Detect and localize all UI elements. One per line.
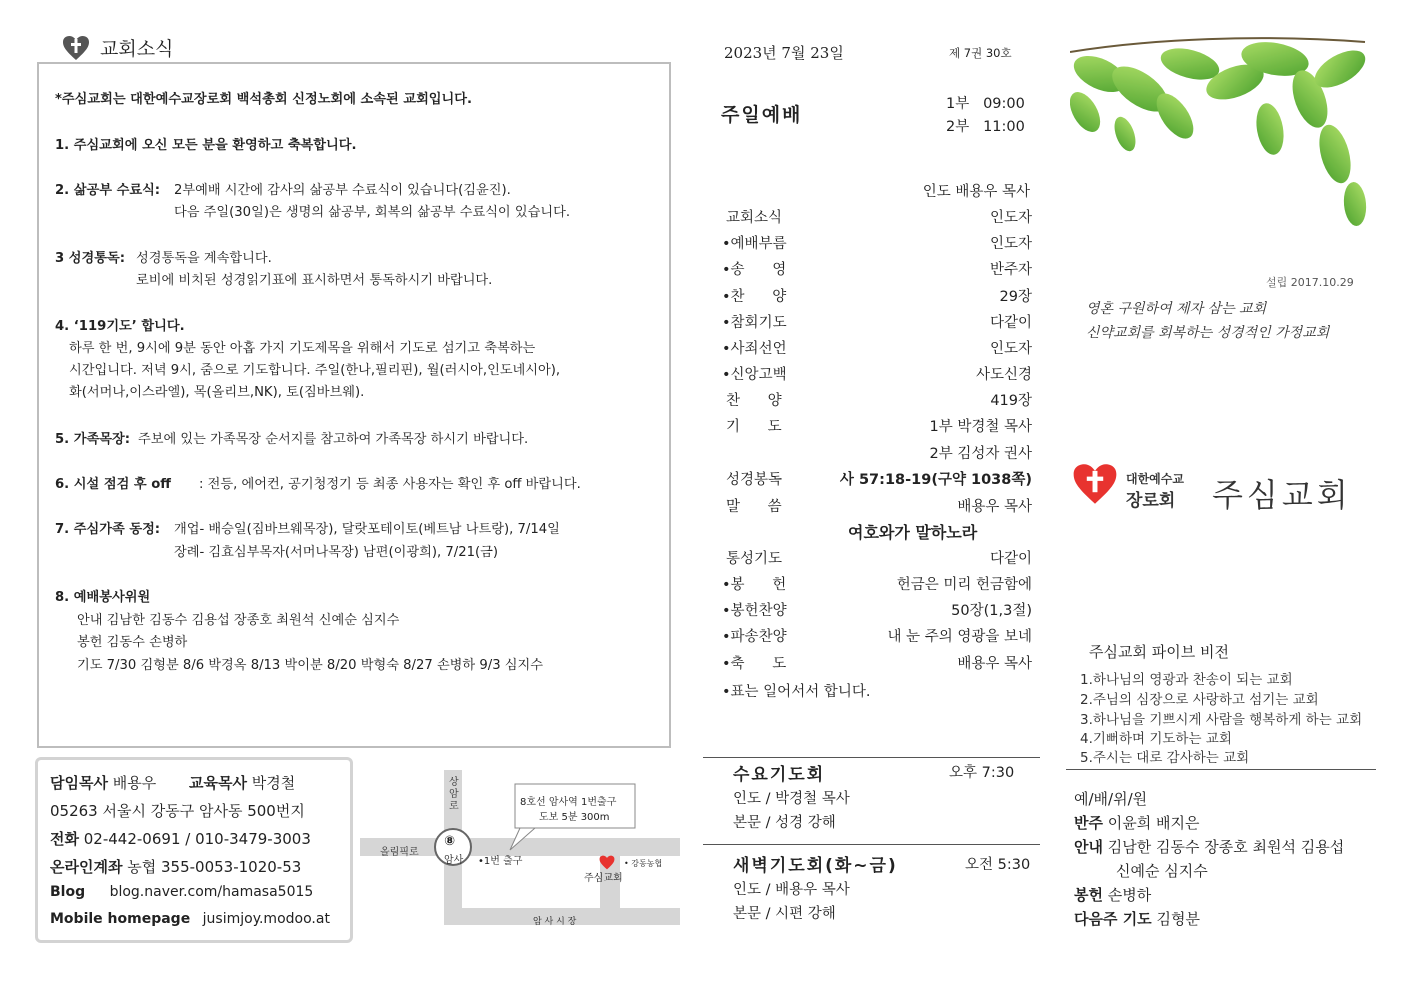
news-box (37, 62, 671, 748)
wednesday-text: 본문 / 성경 강해 (733, 815, 836, 831)
order-row: 2부 김성자 권사 (929, 446, 1032, 462)
news-item-label: 8. 예배봉사위원 (55, 590, 151, 605)
logo-presbyterian: 장로회 (1126, 491, 1176, 511)
vision-item: 3.하나님을 기쁘시게 사람을 행복하게 하는 교회 (1080, 712, 1363, 728)
news-item-text: : 전등, 에어컨, 공기청정기 등 최종 사용자는 확인 후 off 바랍니다. (199, 477, 581, 492)
news-item-text: 장례- 김효심부목자(서머나목장) 남편(이광희), 7/21(금) (174, 545, 499, 560)
map-road-v-label: 상암로 (449, 777, 459, 812)
blog-line (50, 884, 313, 900)
news-item-text: 안내 김남한 김동수 김용섭 장종호 최원석 신예순 심지수 (77, 613, 400, 628)
account-label: 온라인계좌 (50, 858, 123, 876)
order-row: •축 도 배용우 목사 (722, 656, 1032, 672)
contact-box (35, 757, 353, 943)
sermon-row (722, 495, 1032, 519)
usher-names: 김남한 김동수 장종호 최원석 김용섭 (1107, 838, 1345, 856)
order-row: 통성기도 다같이 (726, 551, 1032, 567)
map-exit: •1번 출구 (478, 856, 523, 867)
news-item-label: 3 성경통독: (55, 251, 125, 266)
blog-link[interactable]: blog.naver.com/hamasa5015 (109, 884, 314, 900)
news-item-label: 4. ‘119기도’ 합니다. (55, 319, 185, 334)
worship-leader: 인도 배용우 목사 (922, 184, 1030, 200)
divider (703, 844, 1040, 845)
edu-pastor-name: 박경철 (251, 774, 296, 792)
accompanist-line (1074, 812, 1199, 833)
order-row: •찬 양 29장 (722, 289, 1032, 305)
order-row: •봉 헌 헌금은 미리 헌금함에 (722, 577, 1032, 593)
phone-number: 02-442-0691 / 010-3479-3003 (83, 830, 311, 848)
leaves-image (1070, 34, 1370, 234)
service-time-2: 2부 11:00 (946, 119, 1025, 135)
offering-label: 봉헌 (1074, 886, 1103, 904)
divider (703, 757, 1040, 758)
news-header (62, 34, 173, 61)
map-church: 주심교회 (584, 873, 623, 884)
pastor-label: 담임목사 (50, 774, 108, 792)
logo-denomination: 대한예수교 (1126, 472, 1184, 486)
account-number: 농협 355-0053-1020-53 (127, 858, 302, 876)
next-prayer-label: 다음주 기도 (1074, 910, 1152, 928)
map-market: 암 사 시 장 (533, 917, 577, 927)
reading-row (722, 468, 1032, 492)
blog-label: Blog (50, 884, 86, 900)
news-item-text: 주보에 있는 가족목장 순서지를 참고하여 가족목장 하시기 바랍니다. (138, 432, 529, 447)
church-map-icon (599, 855, 615, 870)
pastor-name: 배용우 (112, 774, 157, 792)
church-motto-2: 신약교회를 회복하는 성경적인 가정교회 (1086, 325, 1330, 341)
news-item-text: 봉헌 김동수 손병하 (77, 635, 188, 650)
dawn-leader: 인도 / 배용우 목사 (733, 882, 850, 898)
news-item-text: 성경통독을 계속합니다. (136, 251, 272, 266)
order-row: •참회기도 다같이 (722, 315, 1032, 331)
news-item-label: 6. 시설 점검 후 off (55, 477, 171, 492)
vision-title: 주심교회 파이브 비전 (1089, 643, 1229, 661)
map-callout-line1: 8호선 암사역 1번출구 (520, 797, 617, 808)
offering-line (1074, 884, 1151, 905)
heart-cross-logo-icon (1072, 462, 1118, 506)
news-item-text: 개업- 배승일(짐바브웨목장), 달랏포테이토(베트남 나트랑), 7/14일 (174, 522, 560, 537)
sermon-label: 말 씀 (726, 499, 782, 515)
usher-names-2: 신예순 심지수 (1116, 862, 1208, 880)
offering-names: 손병하 (1107, 886, 1152, 904)
news-item-text: 다음 주일(30일)은 생명의 삶공부, 회복의 삶공부 수료식이 있습니다. (174, 205, 571, 220)
sermon-title: 여호와가 말하노라 (848, 523, 978, 542)
wednesday-title: 수요기도회 (733, 765, 826, 785)
order-row: •송 영 반주자 (722, 262, 1032, 278)
edu-pastor-label: 교육목사 (189, 774, 247, 792)
order-row: •사죄선언 인도자 (722, 341, 1032, 357)
mobile-line (50, 911, 330, 927)
news-item-text: 기도 7/30 김형분 8/6 박경옥 8/13 박이분 8/20 박형숙 8/27 손병하 9/3 심지수 (77, 658, 543, 673)
worship-title: 주일예배 (721, 104, 803, 126)
news-title: 교회소식 (100, 38, 174, 60)
news-item-text: 로비에 비치된 성경읽기표에 표시하면서 통독하시기 바랍니다. (136, 273, 493, 288)
dawn-text: 본문 / 시편 강해 (733, 906, 836, 922)
station-name: 암사 (444, 855, 464, 866)
order-row: •파송찬양 내 눈 주의 영광을 보네 (722, 629, 1032, 645)
vision-item: 4.기뻐하며 기도하는 교회 (1080, 731, 1232, 747)
dawn-time: 오전 5:30 (965, 857, 1031, 873)
accompanist-names: 이윤희 배지은 (1107, 814, 1200, 832)
map-nh: • 강동농협 (624, 859, 663, 868)
service-time-1: 1부 09:00 (946, 96, 1025, 112)
order-row: •봉헌찬양 50장(1,3절) (722, 603, 1032, 619)
vision-item: 5.주시는 대로 감사하는 교회 (1080, 750, 1250, 766)
wednesday-time: 오후 7:30 (949, 765, 1015, 781)
news-item-label: 2. 삶공부 수료식: (55, 183, 161, 198)
sermon-preacher: 배용우 목사 (957, 499, 1032, 515)
logo-church-name: 주심교회 (1212, 476, 1352, 514)
news-item-label: 7. 주심가족 동정: (55, 522, 161, 537)
heart-cross-icon (62, 35, 90, 61)
divider (1066, 769, 1376, 770)
founded-date: 설립 2017.10.29 (1266, 276, 1354, 289)
reading-label: 성경봉독 (726, 472, 783, 488)
phone-line (50, 828, 311, 849)
dawn-title: 새벽기도회(화~금) (733, 856, 898, 876)
news-item-label: 5. 가족목장: (55, 432, 131, 447)
news-item-text: 하루 한 번, 9시에 9분 동안 아홉 가지 기도제목을 위해서 기도로 섬기고 축복하는 (69, 341, 536, 356)
bulletin-date: 2023년 7월 23일 (724, 44, 844, 62)
bulletin-volume: 제 7권 30호 (949, 46, 1012, 60)
account-line (50, 856, 301, 877)
church-motto-1: 영혼 구원하여 제자 삼는 교회 (1086, 301, 1267, 317)
usher-line (1074, 836, 1344, 857)
phone-label: 전화 (50, 830, 79, 848)
order-row: 교회소식 인도자 (726, 210, 1032, 226)
usher-label: 안내 (1074, 838, 1103, 856)
church-logo (1072, 462, 1372, 518)
news-item: 1. 주심교회에 오신 모든 분을 환영하고 축복합니다. (55, 138, 357, 153)
order-row: •신앙고백 사도신경 (722, 367, 1032, 383)
address: 05263 서울시 강동구 암사동 500번지 (50, 802, 305, 820)
map-callout-line2: 도보 5분 300m (539, 812, 610, 823)
order-row: •예배부름 인도자 (722, 236, 1032, 252)
vision-item: 2.주님의 심장으로 사랑하고 섬기는 교회 (1080, 692, 1319, 708)
stand-note: •표는 일어서서 합니다. (722, 684, 871, 700)
order-row: 찬 양 419장 (726, 393, 1032, 409)
pastor-line (50, 772, 295, 793)
committee-title: 예/배/위/원 (1074, 790, 1148, 808)
mobile-label: Mobile homepage (50, 911, 191, 927)
accompanist-label: 반주 (1074, 814, 1103, 832)
news-item-text: 2부예배 시간에 감사의 삶공부 수료식이 있습니다(김윤진). (174, 183, 511, 198)
news-item-text: 시간입니다. 저녁 9시, 줌으로 기도합니다. 주일(한나,필리핀), 월(러시아,인도네시아), (69, 363, 561, 378)
map-road-h-label: 올림픽로 (380, 847, 419, 858)
mobile-link[interactable]: jusimjoy.modoo.at (202, 911, 330, 927)
vision-item: 1.하나님의 영광과 찬송이 되는 교회 (1080, 672, 1293, 688)
station-number: ⑧ (444, 834, 456, 849)
order-row: 기 도 1부 박경철 목사 (726, 419, 1032, 435)
news-item-text: 화(서머나,이스라엘), 목(올리브,NK), 토(짐바브웨). (69, 385, 365, 400)
next-prayer-name: 김형분 (1156, 910, 1200, 928)
reading-ref: 사 57:18-19(구약 1038쪽) (839, 472, 1032, 488)
news-intro: *주심교회는 대한예수교장로회 백석총회 신정노회에 소속된 교회입니다. (55, 92, 473, 107)
next-prayer-line (1074, 908, 1200, 929)
wednesday-leader: 인도 / 박경철 목사 (733, 791, 850, 807)
